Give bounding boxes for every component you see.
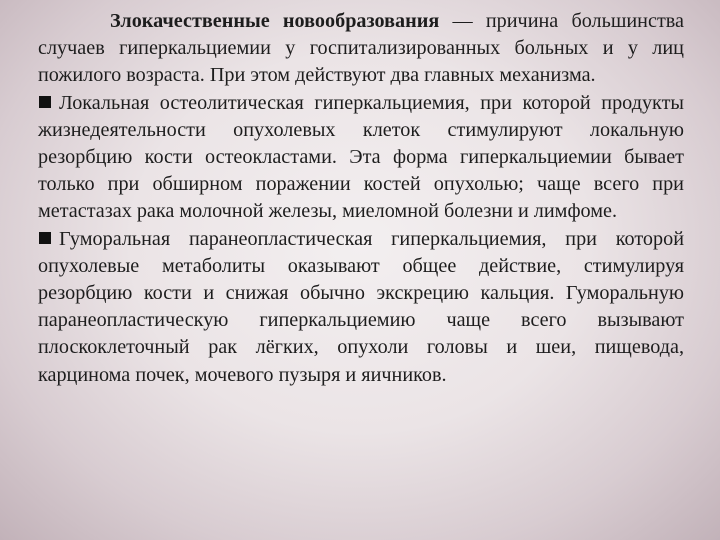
intro-lead-bold: Злокачественные новообразования: [110, 10, 440, 32]
slide-text-body: [38, 8, 684, 389]
slide: [38, 8, 684, 528]
intro-paragraph: [38, 8, 684, 90]
bullet-text: Гуморальная паранеопластическая гиперкальциемия, при которой опухолевые метаболиты оказывают общее действие, стимулируя резорбцию кости и снижая обычно экскрецию кальция. Гуморальную паранеопластическую гиперкальциемию чаще всего вызывают плоскоклеточный рак лёгких, опухоли головы и шеи, пищевода, карцинома почек, мочевого пузыря и яичников.: [38, 227, 684, 386]
square-bullet-icon: [39, 232, 51, 244]
bullet-text: Локальная остеолитическая гиперкальциемия, при которой продукты жизнедеятельности опухолевых клеток стимулируют локальную резорбцию кости остеокластами. Эта форма гиперкальциемии бывает только при обширном поражении костей опухолью; чаще всего при метастазах рака молочной железы, миеломной болезни и лимфоме.: [38, 91, 684, 223]
bullet-item-humoral-paraneoplastic: [38, 226, 684, 389]
bullet-item-local-osteolytic: [38, 90, 684, 226]
square-bullet-icon: [39, 96, 51, 108]
intro-text: — причина большинства случаев гиперкальциемии у госпитализированных больных и у лиц пожилого возраста. При этом действуют два главных механизма.: [38, 10, 684, 87]
